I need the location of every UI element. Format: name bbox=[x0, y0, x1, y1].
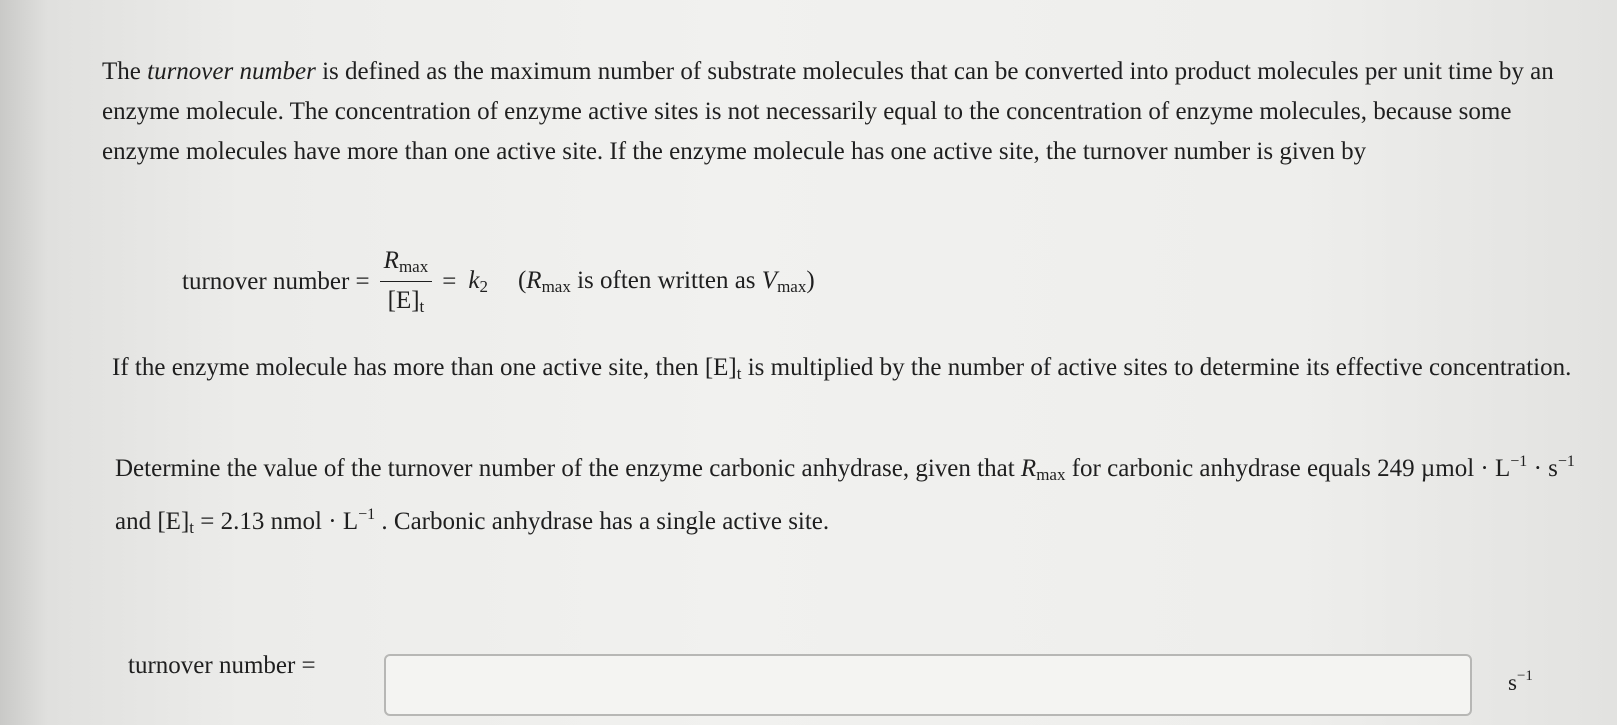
intro-paragraph: The turnover number is defined as the maximum number of substrate molecules that can be converted into product molecules per unit time by an enzyme molecule. The concentration of enzyme active sites is not necessarily equal to the concentration of enzyme molecules, because some enzyme molecules have more than one active site. If the enzyme molecule has one active site, the turnover number is given by bbox=[102, 58, 1554, 165]
fraction-numerator: $R_{max}$ bbox=[380, 248, 433, 282]
multiple-sites-paragraph: If the enzyme molecule has more than one active site, then $[E]_t$ is multiplied by the number of active sites to determine its effective concentration. bbox=[112, 354, 1572, 383]
formula-k2: $k_2$ bbox=[468, 266, 488, 296]
turnover-number-term: turnover number bbox=[147, 58, 316, 85]
formula-equals: = bbox=[442, 267, 457, 295]
formula-lhs: turnover number = bbox=[182, 267, 370, 295]
formula-fraction bbox=[380, 248, 433, 315]
turnover-number-input[interactable] bbox=[384, 654, 1472, 716]
formula-note: ($R_{max}$ is often written as $V_{max}$) bbox=[517, 266, 815, 296]
answer-unit: $s^{-1}$ bbox=[1508, 668, 1533, 695]
answer-label: turnover number = bbox=[128, 652, 316, 679]
fraction-denominator: $[E]_t$ bbox=[387, 287, 425, 316]
question-paragraph: Determine the value of the turnover number of the enzyme carbonic anhydrase, given that $R_{max}$ for carbonic anhydrase equals 249 $\mu mol \cdot L^{-1} \cdot s^{-1}$ and $[E]_t = 2.13$ nmol · $L^{-1}$ . Carbonic anhydrase has a single active site. bbox=[115, 453, 1575, 537]
turnover-formula bbox=[182, 248, 815, 315]
